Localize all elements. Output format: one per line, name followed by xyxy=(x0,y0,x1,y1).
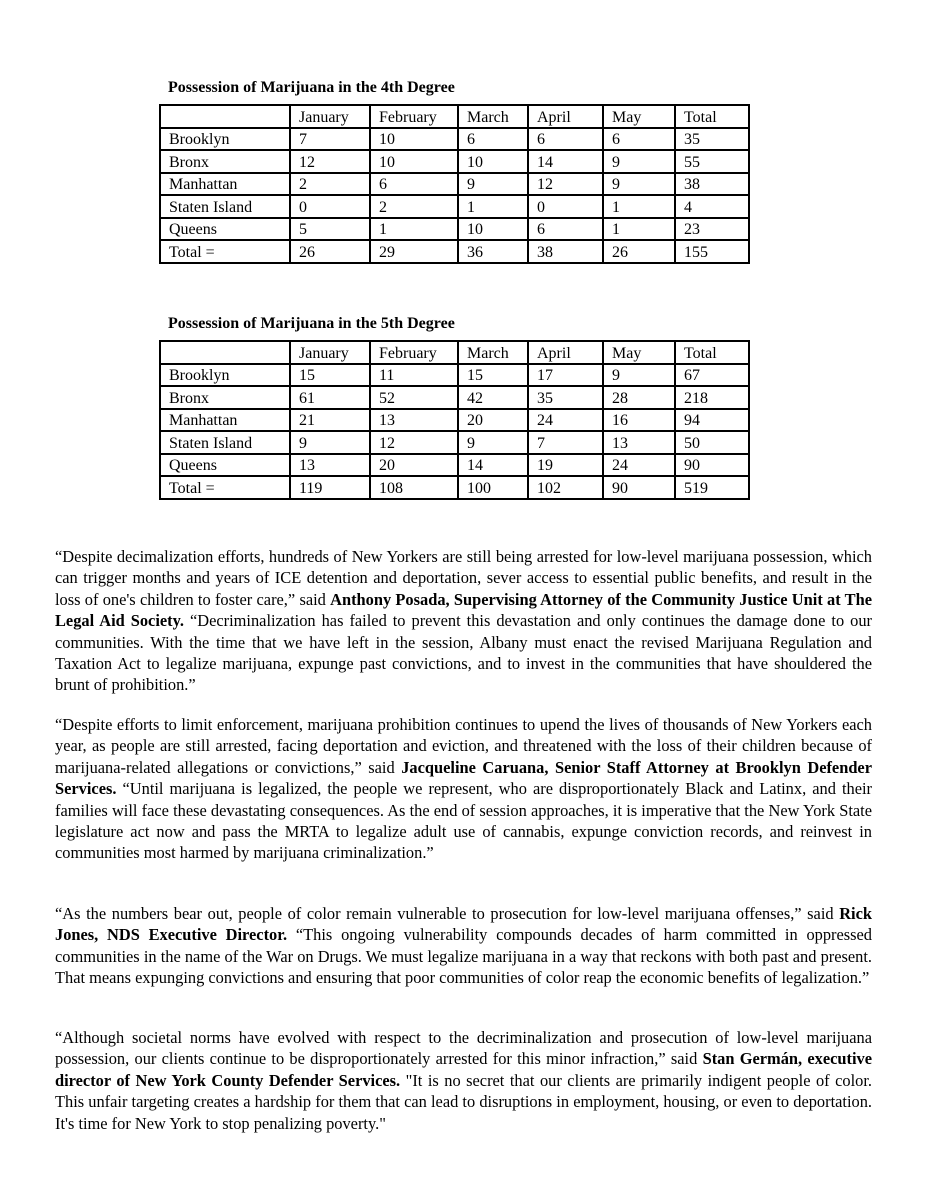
table-cell: 24 xyxy=(603,454,675,477)
table-cell: 17 xyxy=(528,364,603,387)
table-cell: 19 xyxy=(528,454,603,477)
table-cell: 108 xyxy=(370,476,458,499)
table-cell: 90 xyxy=(603,476,675,499)
table-cell xyxy=(160,105,290,128)
table-cell: 38 xyxy=(528,240,603,263)
table-cell: 9 xyxy=(458,431,528,454)
table-cell: 1 xyxy=(458,195,528,218)
table-cell xyxy=(160,341,290,364)
table-cell: 15 xyxy=(458,364,528,387)
table-4th-degree-title: Possession of Marijuana in the 4th Degree xyxy=(168,79,455,96)
table-cell: 4 xyxy=(675,195,749,218)
table-cell: 7 xyxy=(290,128,370,151)
table-cell: 36 xyxy=(458,240,528,263)
table-header-cell: May xyxy=(603,341,675,364)
table-cell: 9 xyxy=(458,173,528,196)
table-cell: 67 xyxy=(675,364,749,387)
table-cell: 0 xyxy=(528,195,603,218)
table-cell: 14 xyxy=(528,150,603,173)
speaker-attribution: Anthony Posada, Supervising Attorney of the Community Justice Unit at The Legal Aid Society. xyxy=(55,589,872,631)
table-cell: Staten Island xyxy=(160,195,290,218)
table-row xyxy=(160,173,749,196)
table-cell: 15 xyxy=(290,364,370,387)
table-header-cell: March xyxy=(458,105,528,128)
table-cell: Brooklyn xyxy=(160,128,290,151)
table-total-row xyxy=(160,476,749,499)
quote-text: "It is no secret that our clients are primarily indigent people of color. This unfair targeting creates a hardship for them that can lead to disruptions in employment, housing, or even to deportation. It's time for New York to stop penalizing poverty." xyxy=(55,1070,873,1133)
table-cell: Total = xyxy=(160,240,290,263)
table-cell: 55 xyxy=(675,150,749,173)
table-cell: 16 xyxy=(603,409,675,432)
table-cell: 2 xyxy=(370,195,458,218)
table-cell: 1 xyxy=(370,218,458,241)
table-cell: 20 xyxy=(370,454,458,477)
table-cell: Bronx xyxy=(160,386,290,409)
table-cell: 52 xyxy=(370,386,458,409)
table-row xyxy=(160,128,749,151)
quote-paragraph-brooklyn-defender xyxy=(55,714,872,864)
table-cell: Manhattan xyxy=(160,173,290,196)
table-total-row xyxy=(160,240,749,263)
table-row xyxy=(160,195,749,218)
table-cell: 10 xyxy=(370,128,458,151)
table-row xyxy=(160,386,749,409)
table-cell: 14 xyxy=(458,454,528,477)
quote-text: “Until marijuana is legalized, the people we represent, who are disproportionately Black and Latinx, and their families will face these devastating consequences. As the end of session approaches, it is imperative that the New York State legislature act now and pass the MRTA to legalize adult use of cannabis, expunge conviction records, and reinvest in communities most harmed by marijuana criminalization.” xyxy=(55,779,872,863)
table-cell: 10 xyxy=(458,150,528,173)
table-cell: 12 xyxy=(290,150,370,173)
table-cell: 90 xyxy=(675,454,749,477)
table-cell: 35 xyxy=(675,128,749,151)
table-cell: 61 xyxy=(290,386,370,409)
table-cell: 38 xyxy=(675,173,749,196)
table-header-cell: May xyxy=(603,105,675,128)
quote-text: “Although societal norms have evolved with respect to the decriminalization and prosecution of low-level marijuana possession, our clients continue to be disproportionately arrested for this minor infraction,” said xyxy=(55,1028,872,1069)
table-cell: 26 xyxy=(290,240,370,263)
table-cell: 6 xyxy=(370,173,458,196)
quote-text: “Decriminalization has failed to prevent this devastation and only continues the damage done to our communities. With the time that we have left in the session, Albany must enact the revised Marijuana Regulation and Taxation Act to legalize marijuana, expunge past convictions, and to invest in the communities that have shouldered the brunt of prohibition.” xyxy=(55,611,872,695)
table-row xyxy=(160,409,749,432)
table-4th-degree xyxy=(159,104,750,264)
table-cell: 21 xyxy=(290,409,370,432)
table-cell: 23 xyxy=(675,218,749,241)
table-header-cell: Total xyxy=(675,341,749,364)
table-header-row xyxy=(160,105,749,128)
table-row xyxy=(160,364,749,387)
table-cell: 11 xyxy=(370,364,458,387)
table-cell: 1 xyxy=(603,218,675,241)
table-cell: 5 xyxy=(290,218,370,241)
table-cell: Brooklyn xyxy=(160,364,290,387)
quote-text: “As the numbers bear out, people of color remain vulnerable to prosecution for low-level marijuana offenses,” said xyxy=(55,904,840,923)
quote-text: “Despite efforts to limit enforcement, marijuana prohibition continues to upend the lives of thousands of New Yorkers each year, as people are still arrested, facing deportation and eviction, and threatened with the loss of their children because of marijuana-related allegations or convictions,” said xyxy=(55,715,872,777)
quote-paragraph-legal-aid xyxy=(55,546,872,696)
table-header-cell: April xyxy=(528,105,603,128)
table-cell: 6 xyxy=(603,128,675,151)
table-row xyxy=(160,431,749,454)
table-header-cell: February xyxy=(370,105,458,128)
table-header-cell: April xyxy=(528,341,603,364)
table-cell: 218 xyxy=(675,386,749,409)
table-cell: 42 xyxy=(458,386,528,409)
table-cell: 29 xyxy=(370,240,458,263)
table-cell: 94 xyxy=(675,409,749,432)
table-cell: 6 xyxy=(528,218,603,241)
table-cell: 20 xyxy=(458,409,528,432)
table-header-cell: Total xyxy=(675,105,749,128)
table-cell: 9 xyxy=(603,173,675,196)
table-cell: 0 xyxy=(290,195,370,218)
table-row xyxy=(160,150,749,173)
table-cell: Queens xyxy=(160,218,290,241)
table-header-row xyxy=(160,341,749,364)
table-5th-degree xyxy=(159,340,750,500)
speaker-attribution: Stan Germán, executive director of New York County Defender Services. xyxy=(55,1049,873,1090)
table-header-cell: February xyxy=(370,341,458,364)
table-header-cell: January xyxy=(290,105,370,128)
table-cell: 13 xyxy=(290,454,370,477)
quote-text: “Despite decimalization efforts, hundreds of New Yorkers are still being arrested for low-level marijuana possession, which can trigger months and years of ICE detention and deportation, sever access to essential public benefits, and result in the loss of one's children to foster care,” said xyxy=(55,547,872,609)
table-cell: Manhattan xyxy=(160,409,290,432)
table-cell: 26 xyxy=(603,240,675,263)
table-5th-degree-title: Possession of Marijuana in the 5th Degree xyxy=(168,315,455,332)
table-cell: Queens xyxy=(160,454,290,477)
table-cell: Total = xyxy=(160,476,290,499)
table-header-cell: January xyxy=(290,341,370,364)
table-cell: Staten Island xyxy=(160,431,290,454)
quote-text: “This ongoing vulnerability compounds decades of harm committed in oppressed communities in the name of the War on Drugs. We must legalize marijuana in a way that reckons with both past and present. That means expunging convictions and ensuring that poor communities of color reap the economic benefits of legalization.” xyxy=(55,925,872,988)
table-cell: 28 xyxy=(603,386,675,409)
table-cell: 24 xyxy=(528,409,603,432)
quote-paragraph-nycds xyxy=(55,1027,872,1134)
table-cell: 6 xyxy=(528,128,603,151)
table-cell: 1 xyxy=(603,195,675,218)
table-cell: 12 xyxy=(528,173,603,196)
table-cell: 155 xyxy=(675,240,749,263)
table-cell: 519 xyxy=(675,476,749,499)
table-cell: 50 xyxy=(675,431,749,454)
table-cell: 10 xyxy=(458,218,528,241)
table-cell: 100 xyxy=(458,476,528,499)
table-row xyxy=(160,218,749,241)
table-cell: 35 xyxy=(528,386,603,409)
table-cell: 9 xyxy=(603,150,675,173)
table-cell: 7 xyxy=(528,431,603,454)
speaker-attribution: Jacqueline Caruana, Senior Staff Attorney at Brooklyn Defender Services. xyxy=(55,757,872,799)
table-cell: 12 xyxy=(370,431,458,454)
table-cell: 10 xyxy=(370,150,458,173)
table-cell: 13 xyxy=(603,431,675,454)
table-row xyxy=(160,454,749,477)
table-cell: 6 xyxy=(458,128,528,151)
quote-paragraph-nds xyxy=(55,903,872,989)
table-cell: 13 xyxy=(370,409,458,432)
speaker-attribution: Rick Jones, NDS Executive Director. xyxy=(55,904,872,945)
table-cell: 9 xyxy=(603,364,675,387)
table-cell: 119 xyxy=(290,476,370,499)
table-cell: 9 xyxy=(290,431,370,454)
table-cell: 102 xyxy=(528,476,603,499)
table-cell: 2 xyxy=(290,173,370,196)
table-header-cell: March xyxy=(458,341,528,364)
table-cell: Bronx xyxy=(160,150,290,173)
